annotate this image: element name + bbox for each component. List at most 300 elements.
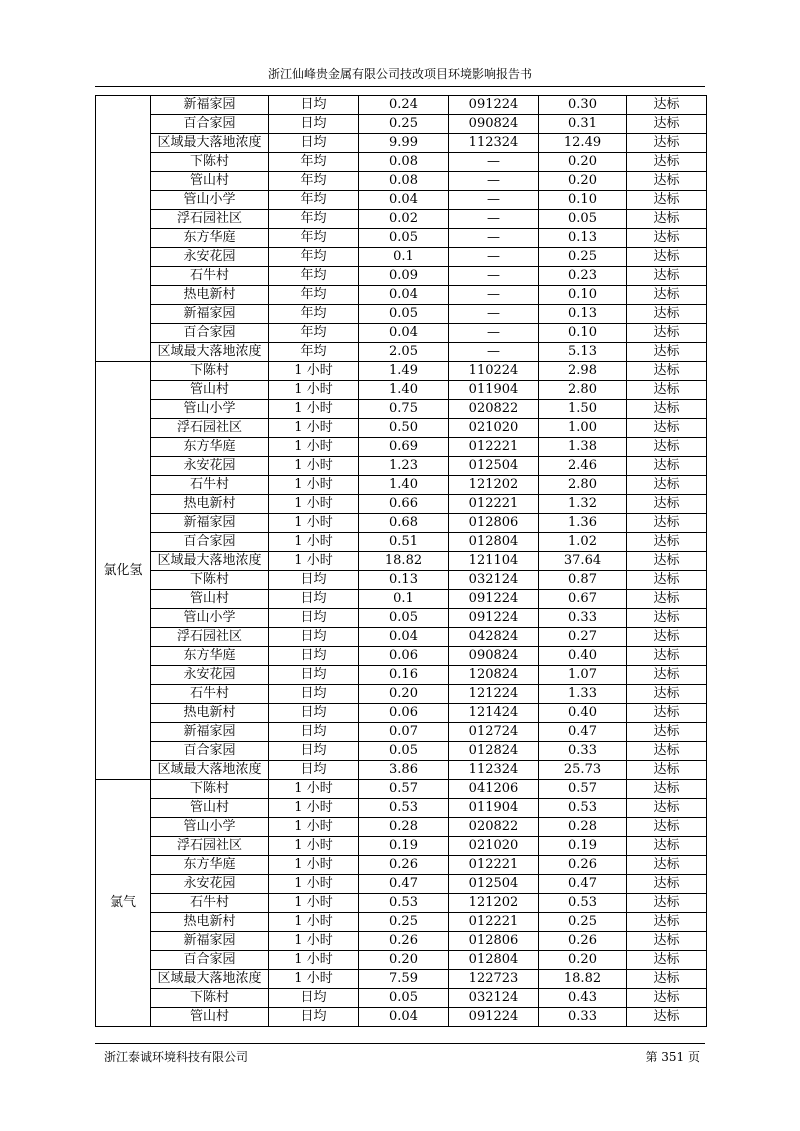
table-row (96, 457, 707, 476)
status-cell: 达标 (627, 989, 707, 1008)
site-cell: 石牛村 (151, 894, 269, 913)
ratio-cell: 0.40 (539, 647, 627, 666)
period-cell: 1 小时 (269, 362, 359, 381)
site-cell: 下陈村 (151, 780, 269, 799)
ratio-cell: 2.80 (539, 476, 627, 495)
value-cell: 0.26 (359, 932, 449, 951)
period-cell: 年均 (269, 210, 359, 229)
period-cell: 日均 (269, 1008, 359, 1027)
period-cell: 1 小时 (269, 552, 359, 571)
site-cell: 下陈村 (151, 989, 269, 1008)
status-cell: 达标 (627, 628, 707, 647)
table-row (96, 609, 707, 628)
time-cell: 012804 (449, 951, 539, 970)
value-cell: 0.57 (359, 780, 449, 799)
period-cell: 1 小时 (269, 780, 359, 799)
table-row (96, 324, 707, 343)
table-row (96, 286, 707, 305)
site-cell: 百合家园 (151, 115, 269, 134)
time-cell: 020822 (449, 400, 539, 419)
ratio-cell: 0.33 (539, 609, 627, 628)
site-cell: 百合家园 (151, 324, 269, 343)
time-cell: — (449, 267, 539, 286)
period-cell: 日均 (269, 628, 359, 647)
ratio-cell: 0.26 (539, 932, 627, 951)
time-cell: 012221 (449, 856, 539, 875)
value-cell: 0.04 (359, 628, 449, 647)
table-row (96, 742, 707, 761)
site-cell: 下陈村 (151, 571, 269, 590)
table-row (96, 780, 707, 799)
table-row (96, 590, 707, 609)
table-row (96, 343, 707, 362)
period-cell: 日均 (269, 647, 359, 666)
header-rule (95, 86, 705, 87)
page-header: 浙江仙峰贵金属有限公司技改项目环境影响报告书 (267, 67, 532, 81)
ratio-cell: 0.47 (539, 723, 627, 742)
table-row (96, 514, 707, 533)
time-cell: 012806 (449, 514, 539, 533)
value-cell: 0.53 (359, 799, 449, 818)
status-cell: 达标 (627, 419, 707, 438)
period-cell: 日均 (269, 989, 359, 1008)
period-cell: 日均 (269, 590, 359, 609)
site-cell: 浮石园社区 (151, 837, 269, 856)
value-cell: 0.47 (359, 875, 449, 894)
time-cell: 012504 (449, 875, 539, 894)
ratio-cell: 0.31 (539, 115, 627, 134)
time-cell: 112324 (449, 134, 539, 153)
concentration-table (95, 95, 707, 1027)
status-cell: 达标 (627, 666, 707, 685)
ratio-cell: 0.27 (539, 628, 627, 647)
value-cell: 0.09 (359, 267, 449, 286)
ratio-cell: 0.20 (539, 172, 627, 191)
site-cell: 管山村 (151, 1008, 269, 1027)
ratio-cell: 1.32 (539, 495, 627, 514)
status-cell: 达标 (627, 875, 707, 894)
site-cell: 热电新村 (151, 286, 269, 305)
ratio-cell: 0.13 (539, 305, 627, 324)
ratio-cell: 0.20 (539, 951, 627, 970)
period-cell: 1 小时 (269, 514, 359, 533)
table-row (96, 400, 707, 419)
time-cell: 112324 (449, 761, 539, 780)
status-cell: 达标 (627, 96, 707, 115)
site-cell: 东方华庭 (151, 438, 269, 457)
value-cell: 1.49 (359, 362, 449, 381)
time-cell: 110224 (449, 362, 539, 381)
status-cell: 达标 (627, 476, 707, 495)
value-cell: 0.05 (359, 609, 449, 628)
period-cell: 1 小时 (269, 818, 359, 837)
ratio-cell: 1.50 (539, 400, 627, 419)
site-cell: 新福家园 (151, 932, 269, 951)
pollutant-cell (96, 96, 151, 362)
period-cell: 日均 (269, 704, 359, 723)
value-cell: 0.08 (359, 153, 449, 172)
footer-rule (95, 1043, 705, 1044)
value-cell: 0.05 (359, 989, 449, 1008)
time-cell: 012724 (449, 723, 539, 742)
status-cell: 达标 (627, 1008, 707, 1027)
time-cell: 121424 (449, 704, 539, 723)
time-cell: 090824 (449, 115, 539, 134)
status-cell: 达标 (627, 856, 707, 875)
period-cell: 年均 (269, 153, 359, 172)
site-cell: 百合家园 (151, 533, 269, 552)
status-cell: 达标 (627, 894, 707, 913)
site-cell: 浮石园社区 (151, 628, 269, 647)
time-cell: — (449, 229, 539, 248)
value-cell: 0.26 (359, 856, 449, 875)
site-cell: 下陈村 (151, 362, 269, 381)
time-cell: 011904 (449, 381, 539, 400)
value-cell: 0.16 (359, 666, 449, 685)
period-cell: 日均 (269, 723, 359, 742)
ratio-cell: 1.07 (539, 666, 627, 685)
table-row (96, 723, 707, 742)
time-cell: 122723 (449, 970, 539, 989)
time-cell: — (449, 210, 539, 229)
value-cell: 0.25 (359, 913, 449, 932)
ratio-cell: 0.25 (539, 248, 627, 267)
table-row (96, 571, 707, 590)
status-cell: 达标 (627, 913, 707, 932)
table-row (96, 134, 707, 153)
period-cell: 1 小时 (269, 495, 359, 514)
site-cell: 区域最大落地浓度 (151, 970, 269, 989)
value-cell: 3.86 (359, 761, 449, 780)
pollutant-cell: 氯化氢 (96, 362, 151, 780)
table-row (96, 552, 707, 571)
ratio-cell: 37.64 (539, 552, 627, 571)
site-cell: 永安花园 (151, 457, 269, 476)
status-cell: 达标 (627, 305, 707, 324)
ratio-cell: 0.87 (539, 571, 627, 590)
period-cell: 1 小时 (269, 913, 359, 932)
table-row (96, 970, 707, 989)
site-cell: 石牛村 (151, 267, 269, 286)
table-row (96, 476, 707, 495)
pollutant-cell: 氯气 (96, 780, 151, 1027)
site-cell: 热电新村 (151, 704, 269, 723)
period-cell: 年均 (269, 229, 359, 248)
site-cell: 石牛村 (151, 685, 269, 704)
ratio-cell: 2.46 (539, 457, 627, 476)
period-cell: 1 小时 (269, 533, 359, 552)
site-cell: 管山小学 (151, 818, 269, 837)
period-cell: 1 小时 (269, 875, 359, 894)
value-cell: 18.82 (359, 552, 449, 571)
status-cell: 达标 (627, 153, 707, 172)
value-cell: 1.40 (359, 476, 449, 495)
value-cell: 0.75 (359, 400, 449, 419)
time-cell: 090824 (449, 647, 539, 666)
status-cell: 达标 (627, 780, 707, 799)
site-cell: 管山村 (151, 590, 269, 609)
time-cell: — (449, 153, 539, 172)
site-cell: 管山村 (151, 172, 269, 191)
site-cell: 新福家园 (151, 305, 269, 324)
status-cell: 达标 (627, 514, 707, 533)
period-cell: 日均 (269, 96, 359, 115)
site-cell: 区域最大落地浓度 (151, 761, 269, 780)
value-cell: 0.66 (359, 495, 449, 514)
value-cell: 0.1 (359, 248, 449, 267)
time-cell: — (449, 324, 539, 343)
period-cell: 年均 (269, 191, 359, 210)
status-cell: 达标 (627, 571, 707, 590)
period-cell: 1 小时 (269, 400, 359, 419)
ratio-cell: 0.47 (539, 875, 627, 894)
time-cell: 120824 (449, 666, 539, 685)
site-cell: 浮石园社区 (151, 210, 269, 229)
site-cell: 新福家园 (151, 514, 269, 533)
ratio-cell: 0.13 (539, 229, 627, 248)
time-cell: 121202 (449, 894, 539, 913)
ratio-cell: 0.53 (539, 894, 627, 913)
period-cell: 1 小时 (269, 419, 359, 438)
time-cell: 012806 (449, 932, 539, 951)
table-row (96, 628, 707, 647)
site-cell: 管山小学 (151, 191, 269, 210)
table-row (96, 1008, 707, 1027)
value-cell: 1.23 (359, 457, 449, 476)
status-cell: 达标 (627, 552, 707, 571)
value-cell: 0.02 (359, 210, 449, 229)
time-cell: — (449, 286, 539, 305)
ratio-cell: 0.20 (539, 153, 627, 172)
table-row (96, 495, 707, 514)
site-cell: 区域最大落地浓度 (151, 134, 269, 153)
status-cell: 达标 (627, 761, 707, 780)
status-cell: 达标 (627, 324, 707, 343)
status-cell: 达标 (627, 115, 707, 134)
period-cell: 年均 (269, 248, 359, 267)
time-cell: 012221 (449, 438, 539, 457)
status-cell: 达标 (627, 704, 707, 723)
ratio-cell: 0.19 (539, 837, 627, 856)
time-cell: 021020 (449, 419, 539, 438)
period-cell: 1 小时 (269, 932, 359, 951)
ratio-cell: 0.33 (539, 742, 627, 761)
status-cell: 达标 (627, 438, 707, 457)
status-cell: 达标 (627, 685, 707, 704)
ratio-cell: 1.38 (539, 438, 627, 457)
table-row (96, 533, 707, 552)
ratio-cell: 0.28 (539, 818, 627, 837)
ratio-cell: 1.33 (539, 685, 627, 704)
site-cell: 新福家园 (151, 96, 269, 115)
site-cell: 东方华庭 (151, 229, 269, 248)
period-cell: 年均 (269, 267, 359, 286)
status-cell: 达标 (627, 590, 707, 609)
ratio-cell: 0.10 (539, 286, 627, 305)
site-cell: 浮石园社区 (151, 419, 269, 438)
time-cell: 021020 (449, 837, 539, 856)
ratio-cell: 2.80 (539, 381, 627, 400)
time-cell: — (449, 343, 539, 362)
period-cell: 年均 (269, 305, 359, 324)
value-cell: 0.06 (359, 647, 449, 666)
period-cell: 年均 (269, 324, 359, 343)
time-cell: 012804 (449, 533, 539, 552)
table-row (96, 818, 707, 837)
period-cell: 日均 (269, 666, 359, 685)
site-cell: 管山小学 (151, 609, 269, 628)
value-cell: 0.28 (359, 818, 449, 837)
value-cell: 0.1 (359, 590, 449, 609)
ratio-cell: 0.26 (539, 856, 627, 875)
period-cell: 1 小时 (269, 457, 359, 476)
table-row (96, 248, 707, 267)
table-row (96, 666, 707, 685)
value-cell: 0.24 (359, 96, 449, 115)
status-cell: 达标 (627, 362, 707, 381)
table-row (96, 115, 707, 134)
value-cell: 2.05 (359, 343, 449, 362)
time-cell: 032124 (449, 989, 539, 1008)
table-row (96, 799, 707, 818)
table-row (96, 856, 707, 875)
site-cell: 新福家园 (151, 723, 269, 742)
time-cell: 032124 (449, 571, 539, 590)
time-cell: 121224 (449, 685, 539, 704)
status-cell: 达标 (627, 723, 707, 742)
status-cell: 达标 (627, 818, 707, 837)
value-cell: 0.07 (359, 723, 449, 742)
status-cell: 达标 (627, 210, 707, 229)
value-cell: 0.06 (359, 704, 449, 723)
ratio-cell: 5.13 (539, 343, 627, 362)
table-row (96, 191, 707, 210)
period-cell: 年均 (269, 343, 359, 362)
table-row (96, 153, 707, 172)
time-cell: 012221 (449, 913, 539, 932)
period-cell: 日均 (269, 134, 359, 153)
site-cell: 百合家园 (151, 742, 269, 761)
value-cell: 0.08 (359, 172, 449, 191)
site-cell: 热电新村 (151, 495, 269, 514)
value-cell: 0.04 (359, 191, 449, 210)
status-cell: 达标 (627, 134, 707, 153)
period-cell: 1 小时 (269, 856, 359, 875)
footer-company: 浙江泰诚环境科技有限公司 (104, 1050, 249, 1064)
table-row (96, 419, 707, 438)
ratio-cell: 0.25 (539, 913, 627, 932)
ratio-cell: 0.05 (539, 210, 627, 229)
status-cell: 达标 (627, 837, 707, 856)
table-row (96, 894, 707, 913)
period-cell: 1 小时 (269, 837, 359, 856)
period-cell: 1 小时 (269, 476, 359, 495)
time-cell: — (449, 172, 539, 191)
time-cell: 042824 (449, 628, 539, 647)
period-cell: 日均 (269, 685, 359, 704)
status-cell: 达标 (627, 742, 707, 761)
status-cell: 达标 (627, 400, 707, 419)
ratio-cell: 0.57 (539, 780, 627, 799)
table-row (96, 172, 707, 191)
period-cell: 日均 (269, 115, 359, 134)
ratio-cell: 1.36 (539, 514, 627, 533)
site-cell: 管山小学 (151, 400, 269, 419)
status-cell: 达标 (627, 172, 707, 191)
period-cell: 1 小时 (269, 799, 359, 818)
period-cell: 日均 (269, 761, 359, 780)
time-cell: 091224 (449, 1008, 539, 1027)
time-cell: — (449, 248, 539, 267)
status-cell: 达标 (627, 647, 707, 666)
table-row (96, 229, 707, 248)
status-cell: 达标 (627, 267, 707, 286)
value-cell: 0.19 (359, 837, 449, 856)
site-cell: 永安花园 (151, 875, 269, 894)
ratio-cell: 1.00 (539, 419, 627, 438)
table-body (96, 96, 707, 1027)
value-cell: 0.04 (359, 1008, 449, 1027)
table-row (96, 761, 707, 780)
site-cell: 东方华庭 (151, 647, 269, 666)
value-cell: 0.20 (359, 951, 449, 970)
period-cell: 年均 (269, 286, 359, 305)
status-cell: 达标 (627, 799, 707, 818)
value-cell: 0.69 (359, 438, 449, 457)
ratio-cell: 18.82 (539, 970, 627, 989)
status-cell: 达标 (627, 533, 707, 552)
value-cell: 1.40 (359, 381, 449, 400)
status-cell: 达标 (627, 457, 707, 476)
site-cell: 区域最大落地浓度 (151, 343, 269, 362)
period-cell: 1 小时 (269, 894, 359, 913)
site-cell: 百合家园 (151, 951, 269, 970)
time-cell: 011904 (449, 799, 539, 818)
value-cell: 0.51 (359, 533, 449, 552)
value-cell: 0.04 (359, 286, 449, 305)
time-cell: — (449, 191, 539, 210)
table-row (96, 913, 707, 932)
table-row (96, 362, 707, 381)
status-cell: 达标 (627, 191, 707, 210)
value-cell: 7.59 (359, 970, 449, 989)
ratio-cell: 0.33 (539, 1008, 627, 1027)
status-cell: 达标 (627, 951, 707, 970)
table-row (96, 438, 707, 457)
site-cell: 管山村 (151, 799, 269, 818)
ratio-cell: 0.40 (539, 704, 627, 723)
table-row (96, 381, 707, 400)
period-cell: 1 小时 (269, 951, 359, 970)
site-cell: 下陈村 (151, 153, 269, 172)
table-row (96, 685, 707, 704)
value-cell: 0.13 (359, 571, 449, 590)
period-cell: 年均 (269, 172, 359, 191)
ratio-cell: 0.30 (539, 96, 627, 115)
table-row (96, 210, 707, 229)
site-cell: 东方华庭 (151, 856, 269, 875)
ratio-cell: 0.10 (539, 324, 627, 343)
period-cell: 1 小时 (269, 381, 359, 400)
table-row (96, 837, 707, 856)
status-cell: 达标 (627, 248, 707, 267)
status-cell: 达标 (627, 495, 707, 514)
table-row (96, 647, 707, 666)
time-cell: 091224 (449, 96, 539, 115)
site-cell: 区域最大落地浓度 (151, 552, 269, 571)
value-cell: 0.68 (359, 514, 449, 533)
time-cell: — (449, 305, 539, 324)
